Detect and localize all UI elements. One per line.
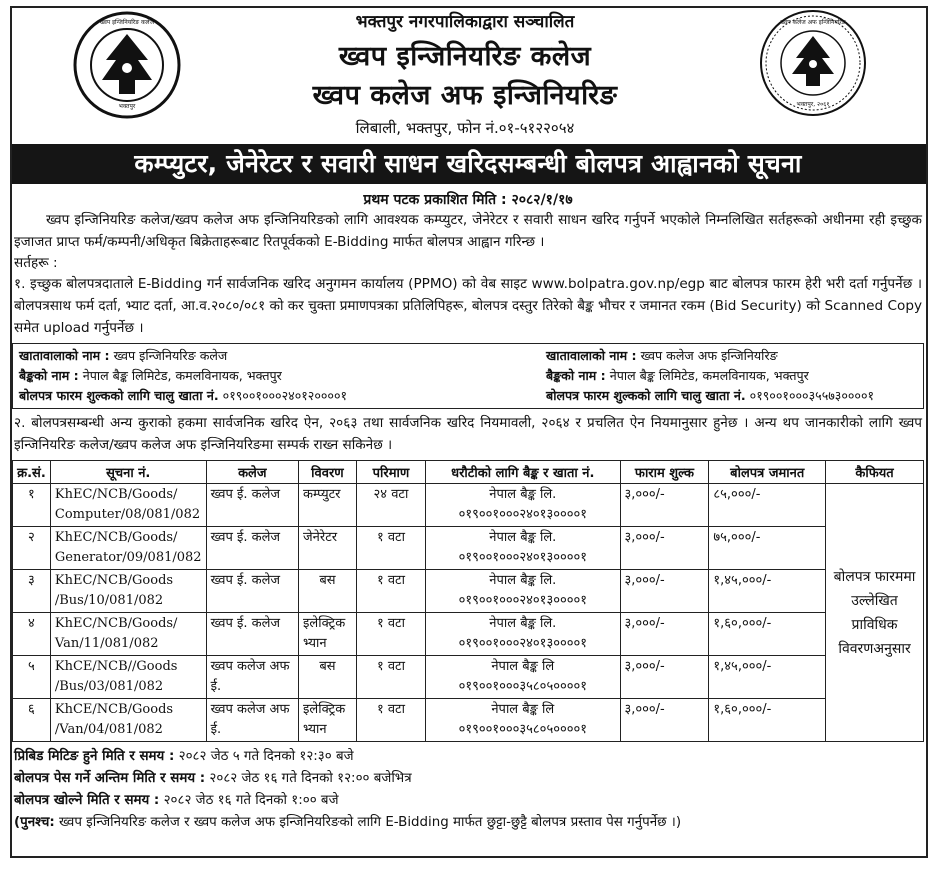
cell-bank [426, 527, 620, 570]
cell-college: ख्वप कलेज अफ ई. [206, 699, 298, 742]
cell-sn: ५ [13, 656, 51, 699]
cell-item: जेनेरेटर [299, 527, 357, 570]
account-left-no: ०१९००१०००२४०१२००००१ [222, 388, 348, 403]
cell-bank-name: नेपाल बैङ्क लि. [489, 573, 557, 588]
cell-bank-account: ०१९००१०००३५८०५००००१ [458, 679, 588, 694]
note-value: ख्वप इन्जिनियरिङ कलेज र ख्वप कलेज अफ इन्जिनियरिङको लागि E-Bidding मार्फत छुट्टा-छुट्टै बोलपत्र प्रस्ताव पेस गर्नुपर्नेछ ।) [58, 815, 682, 830]
notice-page [10, 6, 926, 858]
bank-left: नेपाल बैङ्क लिमिटेड, कमलविनायक, भक्तपुर [82, 368, 282, 383]
account-left [13, 344, 396, 408]
table-row [13, 570, 924, 613]
bank-accounts-box [12, 343, 924, 409]
bank-label-right: बैङ्कको नाम : [546, 368, 606, 383]
table-row [13, 527, 924, 570]
cell-bank-account: ०१९००१०००२४०१३००००१ [458, 593, 588, 608]
col-header-security: बोलपत्र जमानत [709, 461, 826, 484]
college-name-1: ख्वप इन्जिनियरिङ कलेज [338, 41, 592, 72]
note-label: (पुनश्च: [14, 815, 55, 830]
deadline-label: बोलपत्र पेस गर्ने अन्तिम मिति र समय : [14, 771, 206, 786]
cell-bank-name: नेपाल बैङ्क लि. [489, 616, 557, 631]
col-header-fee: फाराम शुल्क [620, 461, 709, 484]
cell-bank-account: ०१९००१०००२४०१३००००१ [458, 550, 588, 565]
publication-date: प्रथम पटक प्रकाशित मिति : २०८२/१/१७ [363, 192, 573, 208]
tender-table [12, 460, 924, 742]
cell-college: ख्वप कलेज अफ ई. [206, 656, 298, 699]
cell-bank [426, 570, 620, 613]
cell-qty: २४ वटा [356, 484, 425, 527]
header [10, 6, 926, 140]
cell-security: १,६०,०००/- [709, 699, 826, 742]
col-header-qty: परिमाण [356, 461, 425, 484]
col-header-item: विवरण [299, 461, 357, 484]
table-row [13, 613, 924, 656]
conditions-label: सर्तहरू : [14, 255, 58, 271]
holder-right: ख्वप कलेज अफ इन्जिनियरिङ [640, 348, 778, 363]
cell-security: १,४५,०००/- [709, 570, 826, 613]
holder-label-left: खातावालाको नाम : [19, 348, 110, 363]
col-header-bank: धरौटीको लागि बैङ्क र खाता नं. [426, 461, 620, 484]
account-label-left: बोलपत्र फारम शुल्कको लागि चालु खाता नं. [19, 388, 219, 403]
cell-item: बस [299, 656, 357, 699]
cell-sn: ३ [13, 570, 51, 613]
college-logo-left [72, 10, 182, 120]
cell-sn: १ [13, 484, 51, 527]
deadline-line [14, 768, 926, 790]
cell-item: बस [299, 570, 357, 613]
header-titles [180, 6, 750, 138]
holder-left: ख्वप इन्जिनियरिङ कलेज [113, 348, 228, 363]
table-header-row [13, 461, 924, 484]
cell-college: ख्वप ई. कलेज [206, 570, 298, 613]
account-right [396, 344, 923, 408]
cell-notice-no: KhCE/NCB//Goods /Bus/03/081/082 [50, 656, 206, 699]
bank-label-left: बैङ्कको नाम : [19, 368, 79, 383]
cell-fee: ३,०००/- [620, 613, 709, 656]
cell-qty: १ वटा [356, 656, 425, 699]
condition-1: १. इच्छुक बोलपत्रदाताले E-Bidding गर्न सार्वजनिक खरिद अनुगमन कार्यालय (PPMO) को वेब साइट www.bolpatra.gov.np/egp बाट बोलपत्र फारम हेरी भरी दर्ता गर्नुपर्नेछ । बोलपत्रसाथ फर्म दर्ता, भ्याट दर्ता, आ.व.२०८०/०८१ को कर चुक्ता प्रमाणपत्रका प्रतिलिपिहरू, बोलपत्र दस्तुर तिरेको बैङ्क भौचर र जमानत रकम (Bid Security) को Scanned Copy समेत upload गर्नुपर्नेछ । [14, 276, 922, 336]
cell-notice-no: KhEC/NCB/Goods /Bus/10/081/082 [50, 570, 206, 613]
cell-qty: १ वटा [356, 699, 425, 742]
address-phone: लिबाली, भक्तपुर, फोन नं.०१-५१२२०५४ [355, 119, 575, 137]
college-logo-right [758, 8, 868, 118]
table-row [13, 656, 924, 699]
cell-bank-name: नेपाल बैङ्क लि [491, 702, 555, 717]
right-logo-text: ख्वप कलेज अफ इन्जिनियरिङ [780, 19, 846, 26]
note-line [14, 812, 926, 834]
cell-fee: ३,०००/- [620, 527, 709, 570]
cell-qty: १ वटा [356, 613, 425, 656]
cell-sn: २ [13, 527, 51, 570]
cell-bank-name: नेपाल बैङ्क लि [491, 659, 555, 674]
cell-item: इलेक्ट्रिक भ्यान [299, 699, 357, 742]
cell-item: इलेक्ट्रिक भ्यान [299, 613, 357, 656]
col-header-notice-no: सूचना नं. [50, 461, 206, 484]
cell-bank-name: नेपाल बैङ्क लि. [489, 530, 557, 545]
cell-qty: १ वटा [356, 527, 425, 570]
cell-security: ७५,०००/- [709, 527, 826, 570]
table-row [13, 484, 924, 527]
right-logo-subtext: भक्तपुर, २०६१ [796, 101, 830, 108]
cell-bank [426, 699, 620, 742]
cell-bank-name: नेपाल बैङ्क लि. [489, 487, 557, 502]
deadline-value: २०८२ जेठ १६ गते दिनको १२:०० बजेभित्र [209, 771, 412, 786]
opening-label: बोलपत्र खोल्ने मिति र समय : [14, 793, 160, 808]
cell-fee: ३,०००/- [620, 699, 709, 742]
prebid-label: प्रिबिड मिटिङ हुने मिति र समय : [14, 749, 175, 764]
col-header-remarks: कैफियत [826, 461, 924, 484]
cell-sn: ४ [13, 613, 51, 656]
holder-label-right: खातावालाको नाम : [546, 348, 637, 363]
cell-notice-no: KhEC/NCB/Goods/ Computer/08/081/082 [50, 484, 206, 527]
col-header-college: कलेज [206, 461, 298, 484]
intro-paragraph: ख्वप इन्जिनियरिङ कलेज/ख्वप कलेज अफ इन्जिनियरिङको लागि आवश्यक कम्प्युटर, जेनेरेटर र सवारी साधन खरिद गर्नुपर्ने भएकोले निम्नलिखित सर्तहरूको अधीनमा रही इच्छुक इजाजत प्राप्त फर्म/कम्पनी/अधिकृत बिक्रेताहरूबाट रितपूर्वकको E-Bidding मार्फत बोलपत्र आह्वान गरिन्छ । [14, 212, 922, 250]
condition-2: २. बोलपत्रसम्बन्धी अन्य कुराको हकमा सार्वजनिक खरिद ऐन, २०६३ तथा सार्वजनिक खरिद नियमावली, २०६४ र प्रचलित ऐन नियमानुसार हुनेछ । अन्य थप जानकारीको लागि ख्वप इन्जिनियरिङ कलेज/ख्वप कलेज अफ इन्जिनियरिङमा सम्पर्क राख्न सकिनेछ । [14, 415, 922, 453]
col-header-sn: क्र.सं. [13, 461, 51, 484]
cell-qty: १ वटा [356, 570, 425, 613]
prebid-line [14, 746, 926, 768]
cell-college: ख्वप ई. कलेज [206, 613, 298, 656]
opening-value: २०८२ जेठ १६ गते दिनको १:०० बजे [163, 793, 339, 808]
cell-bank [426, 656, 620, 699]
left-logo-text: ख्वप इन्जिनियरिङ कलेज [99, 19, 155, 26]
remarks-text: बोलपत्र फारममा उल्लेखित प्राविधिक विवरणअनुसार [833, 568, 916, 657]
cell-fee: ३,०००/- [620, 656, 709, 699]
cell-college: ख्वप ई. कलेज [206, 527, 298, 570]
cell-college: ख्वप ई. कलेज [206, 484, 298, 527]
cell-fee: ३,०००/- [620, 484, 709, 527]
cell-security: १,६०,०००/- [709, 613, 826, 656]
cell-security: १,४५,०००/- [709, 656, 826, 699]
account-label-right: बोलपत्र फारम शुल्कको लागि चालु खाता नं. [546, 388, 746, 403]
notice-title-banner: कम्प्युटर, जेनेरेटर र सवारी साधन खरिदसम्बन्धी बोलपत्र आह्वानको सूचना [10, 144, 926, 184]
governing-body: भक्तपुर नगरपालिकाद्वारा सञ्चालित [355, 12, 575, 32]
cell-security: ८५,०००/- [709, 484, 826, 527]
table-row [13, 699, 924, 742]
left-logo-subtext: भक्तपुर [118, 103, 136, 110]
cell-notice-no: KhCE/NCB/Goods /Van/04/081/082 [50, 699, 206, 742]
cell-fee: ३,०००/- [620, 570, 709, 613]
cell-bank [426, 484, 620, 527]
college-name-2: ख्वप कलेज अफ इन्जिनियरिङ [312, 80, 618, 111]
cell-bank-account: ०१९००१०००३५८०५००००१ [458, 722, 588, 737]
prebid-value: २०८२ जेठ ५ गते दिनको १२:३० बजे [178, 749, 354, 764]
cell-bank-account: ०१९००१०००२४०१३००००१ [458, 636, 588, 651]
cell-item: कम्प्युटर [299, 484, 357, 527]
opening-line [14, 790, 926, 812]
cell-notice-no: KhEC/NCB/Goods/ Van/11/081/082 [50, 613, 206, 656]
cell-remarks [826, 484, 924, 742]
cell-bank [426, 613, 620, 656]
account-right-no: ०१९००१०००३५५७३००००१ [749, 388, 875, 403]
footer-schedule [10, 746, 926, 834]
cell-notice-no: KhEC/NCB/Goods/ Generator/09/081/082 [50, 527, 206, 570]
bank-right: नेपाल बैङ्क लिमिटेड, कमलविनायक, भक्तपुर [609, 368, 809, 383]
cell-sn: ६ [13, 699, 51, 742]
cell-bank-account: ०१९००१०००२४०१३००००१ [458, 507, 588, 522]
